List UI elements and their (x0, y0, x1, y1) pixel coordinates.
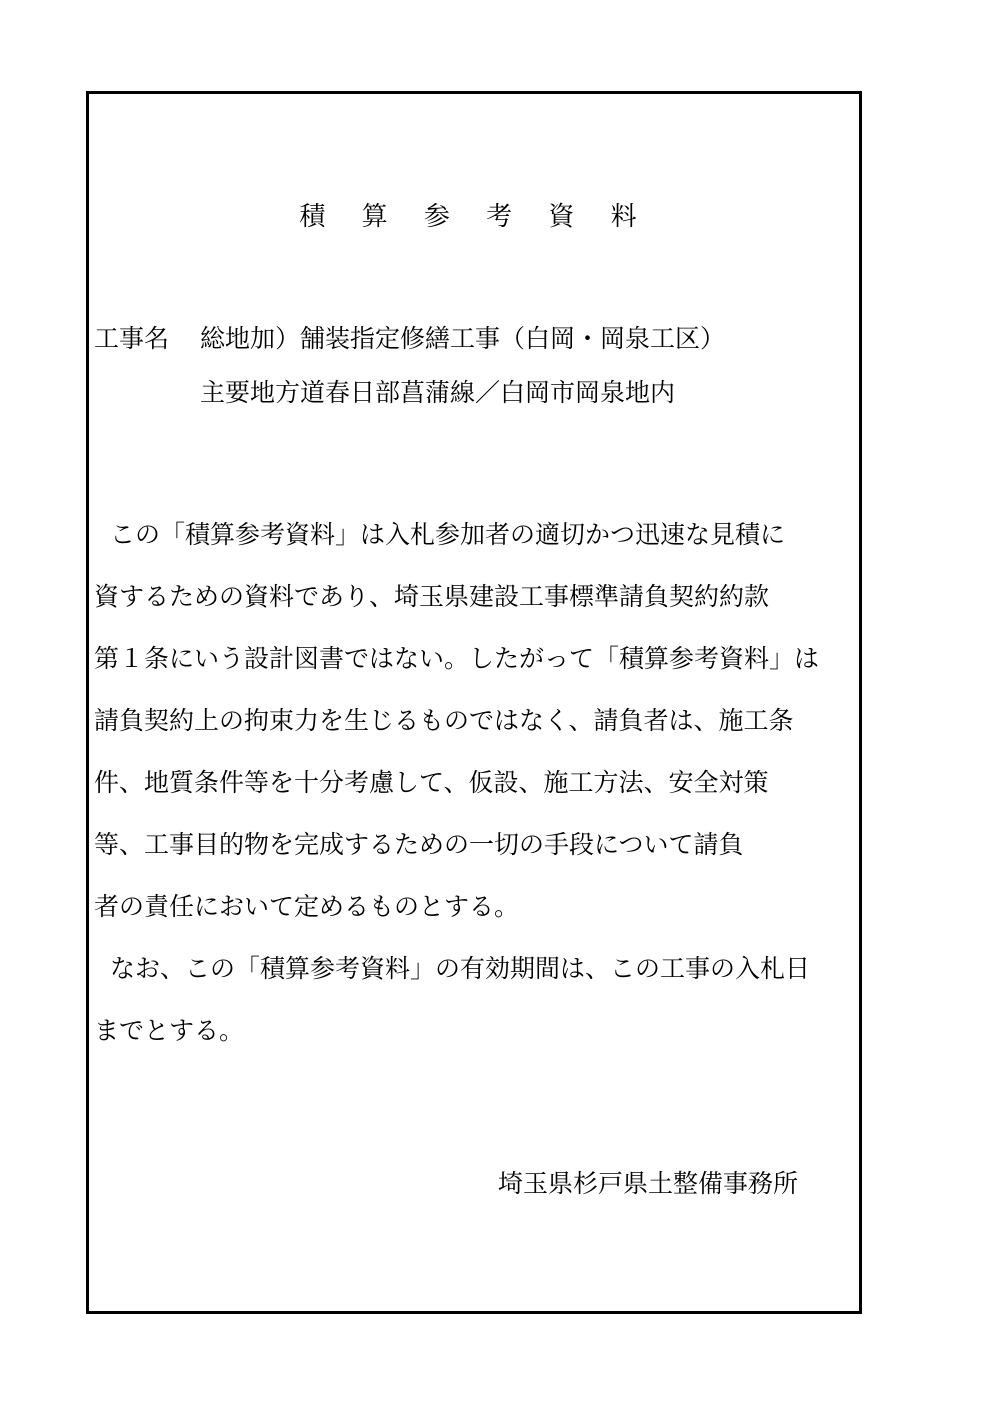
document-title: 積 算 参 考 資 料 (299, 202, 651, 232)
body-line-8: なお、この「積算参考資料」の有効期間は、この工事の入札日 (110, 954, 811, 983)
body-line-4: 請負契約上の拘束力を生じるものではなく、請負者は、施工条 (94, 706, 794, 735)
project-label: 工事名 (94, 324, 170, 353)
body-line-6: 等、工事目的物を完成するための一切の手段について請負 (94, 830, 744, 859)
document-border (86, 91, 862, 1314)
project-name: 総地加）舗装指定修繕工事（白岡・岡泉工区） (200, 324, 726, 353)
body-line-1: この「積算参考資料」は入札参加者の適切かつ迅速な見積に (110, 520, 786, 549)
project-location: 主要地方道春日部菖蒲線／白岡市岡泉地内 (200, 378, 676, 407)
body-line-3: 第１条にいう設計図書ではない。したがって「積算参考資料」は (94, 644, 820, 673)
body-line-2: 資するための資料であり、埼玉県建設工事標準請負契約約款 (94, 582, 770, 611)
body-line-9: までとする。 (94, 1016, 245, 1045)
project-line-1 (94, 322, 725, 356)
body-line-7: 者の責任において定めるものとする。 (94, 892, 520, 921)
body-line-5: 件、地質条件等を十分考慮して、仮設、施工方法、安全対策 (94, 768, 769, 797)
issuer-office: 埼玉県杉戸県土整備事務所 (498, 1169, 799, 1198)
